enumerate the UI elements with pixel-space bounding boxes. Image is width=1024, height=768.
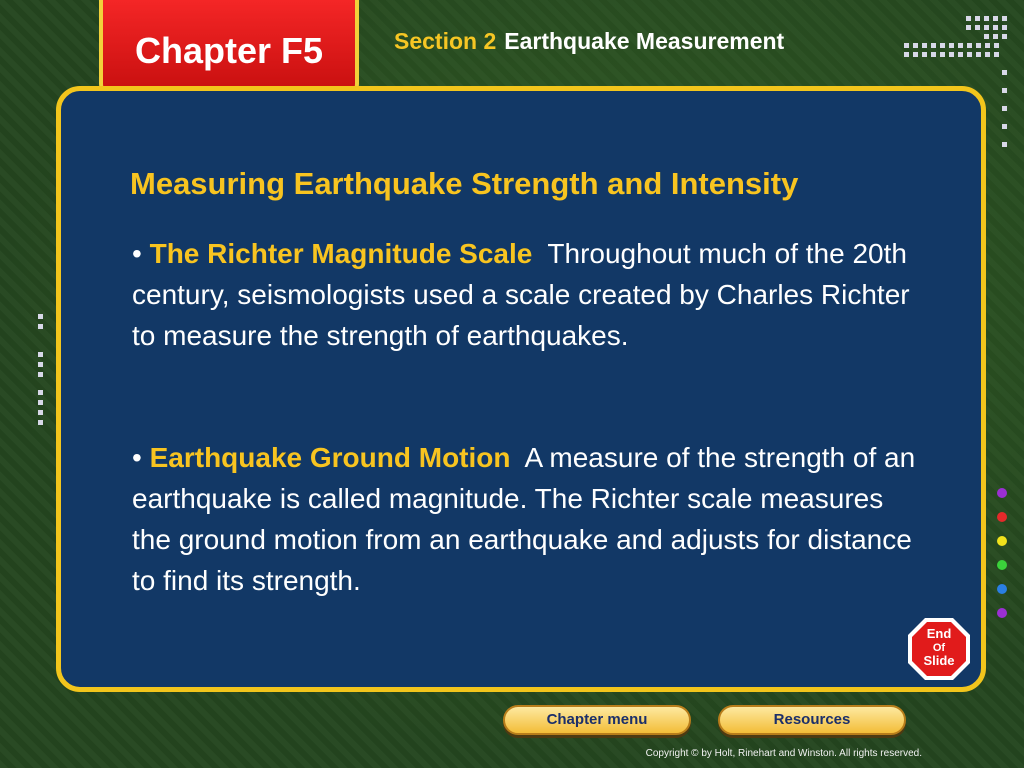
end-of-slide-icon[interactable] [906,616,972,682]
color-dot [997,536,1007,546]
color-dot [997,512,1007,522]
color-dot [997,488,1007,498]
color-dot [997,560,1007,570]
bullet-term: The Richter Magnitude Scale [149,238,533,269]
color-dot [997,608,1007,618]
end-of-slide-line3: Slide [923,653,955,668]
color-dot [997,584,1007,594]
bullet-ground-motion: • Earthquake Ground Motion A measure of the strength of an earthquake is called magnitude. The Richter scale measures the ground motion from an earthquake and adjusts for distance to find its strength. [132,442,916,596]
section-label: Section 2 [394,28,497,54]
bullet-richter-scale: • The Richter Magnitude Scale Throughout much of the 20th century, seismologists used a scale created by Charles Richter to measure the strength of earthquakes. [132,238,910,351]
decorative-dot-grid-left [34,310,54,440]
bullet-text: A measure of the strength of an earthquake is called magnitude. The Richter scale measures the ground motion from an earthquake and adjusts for distance to find its strength. [132,442,916,596]
decorative-color-dots [997,488,1009,632]
chapter-menu-button[interactable]: Chapter menu [503,705,691,735]
resources-button[interactable]: Resources [718,705,906,735]
section-name: Earthquake Measurement [504,28,785,54]
section-header [394,28,784,55]
bullet-text: Throughout much of the 20th century, seismologists used a scale created by Charles Richter to measure the strength of earthquakes. [132,238,910,351]
slide-heading: Measuring Earthquake Strength and Intensity [130,166,799,201]
end-of-slide-line2: Of [932,642,946,654]
copyright-text: Copyright © by Holt, Rinehart and Winston. All rights reserved. [645,748,922,759]
chapter-title: Chapter F5 [134,30,324,71]
bullet-term: Earthquake Ground Motion [149,442,511,473]
end-of-slide-line1: End [926,626,952,641]
